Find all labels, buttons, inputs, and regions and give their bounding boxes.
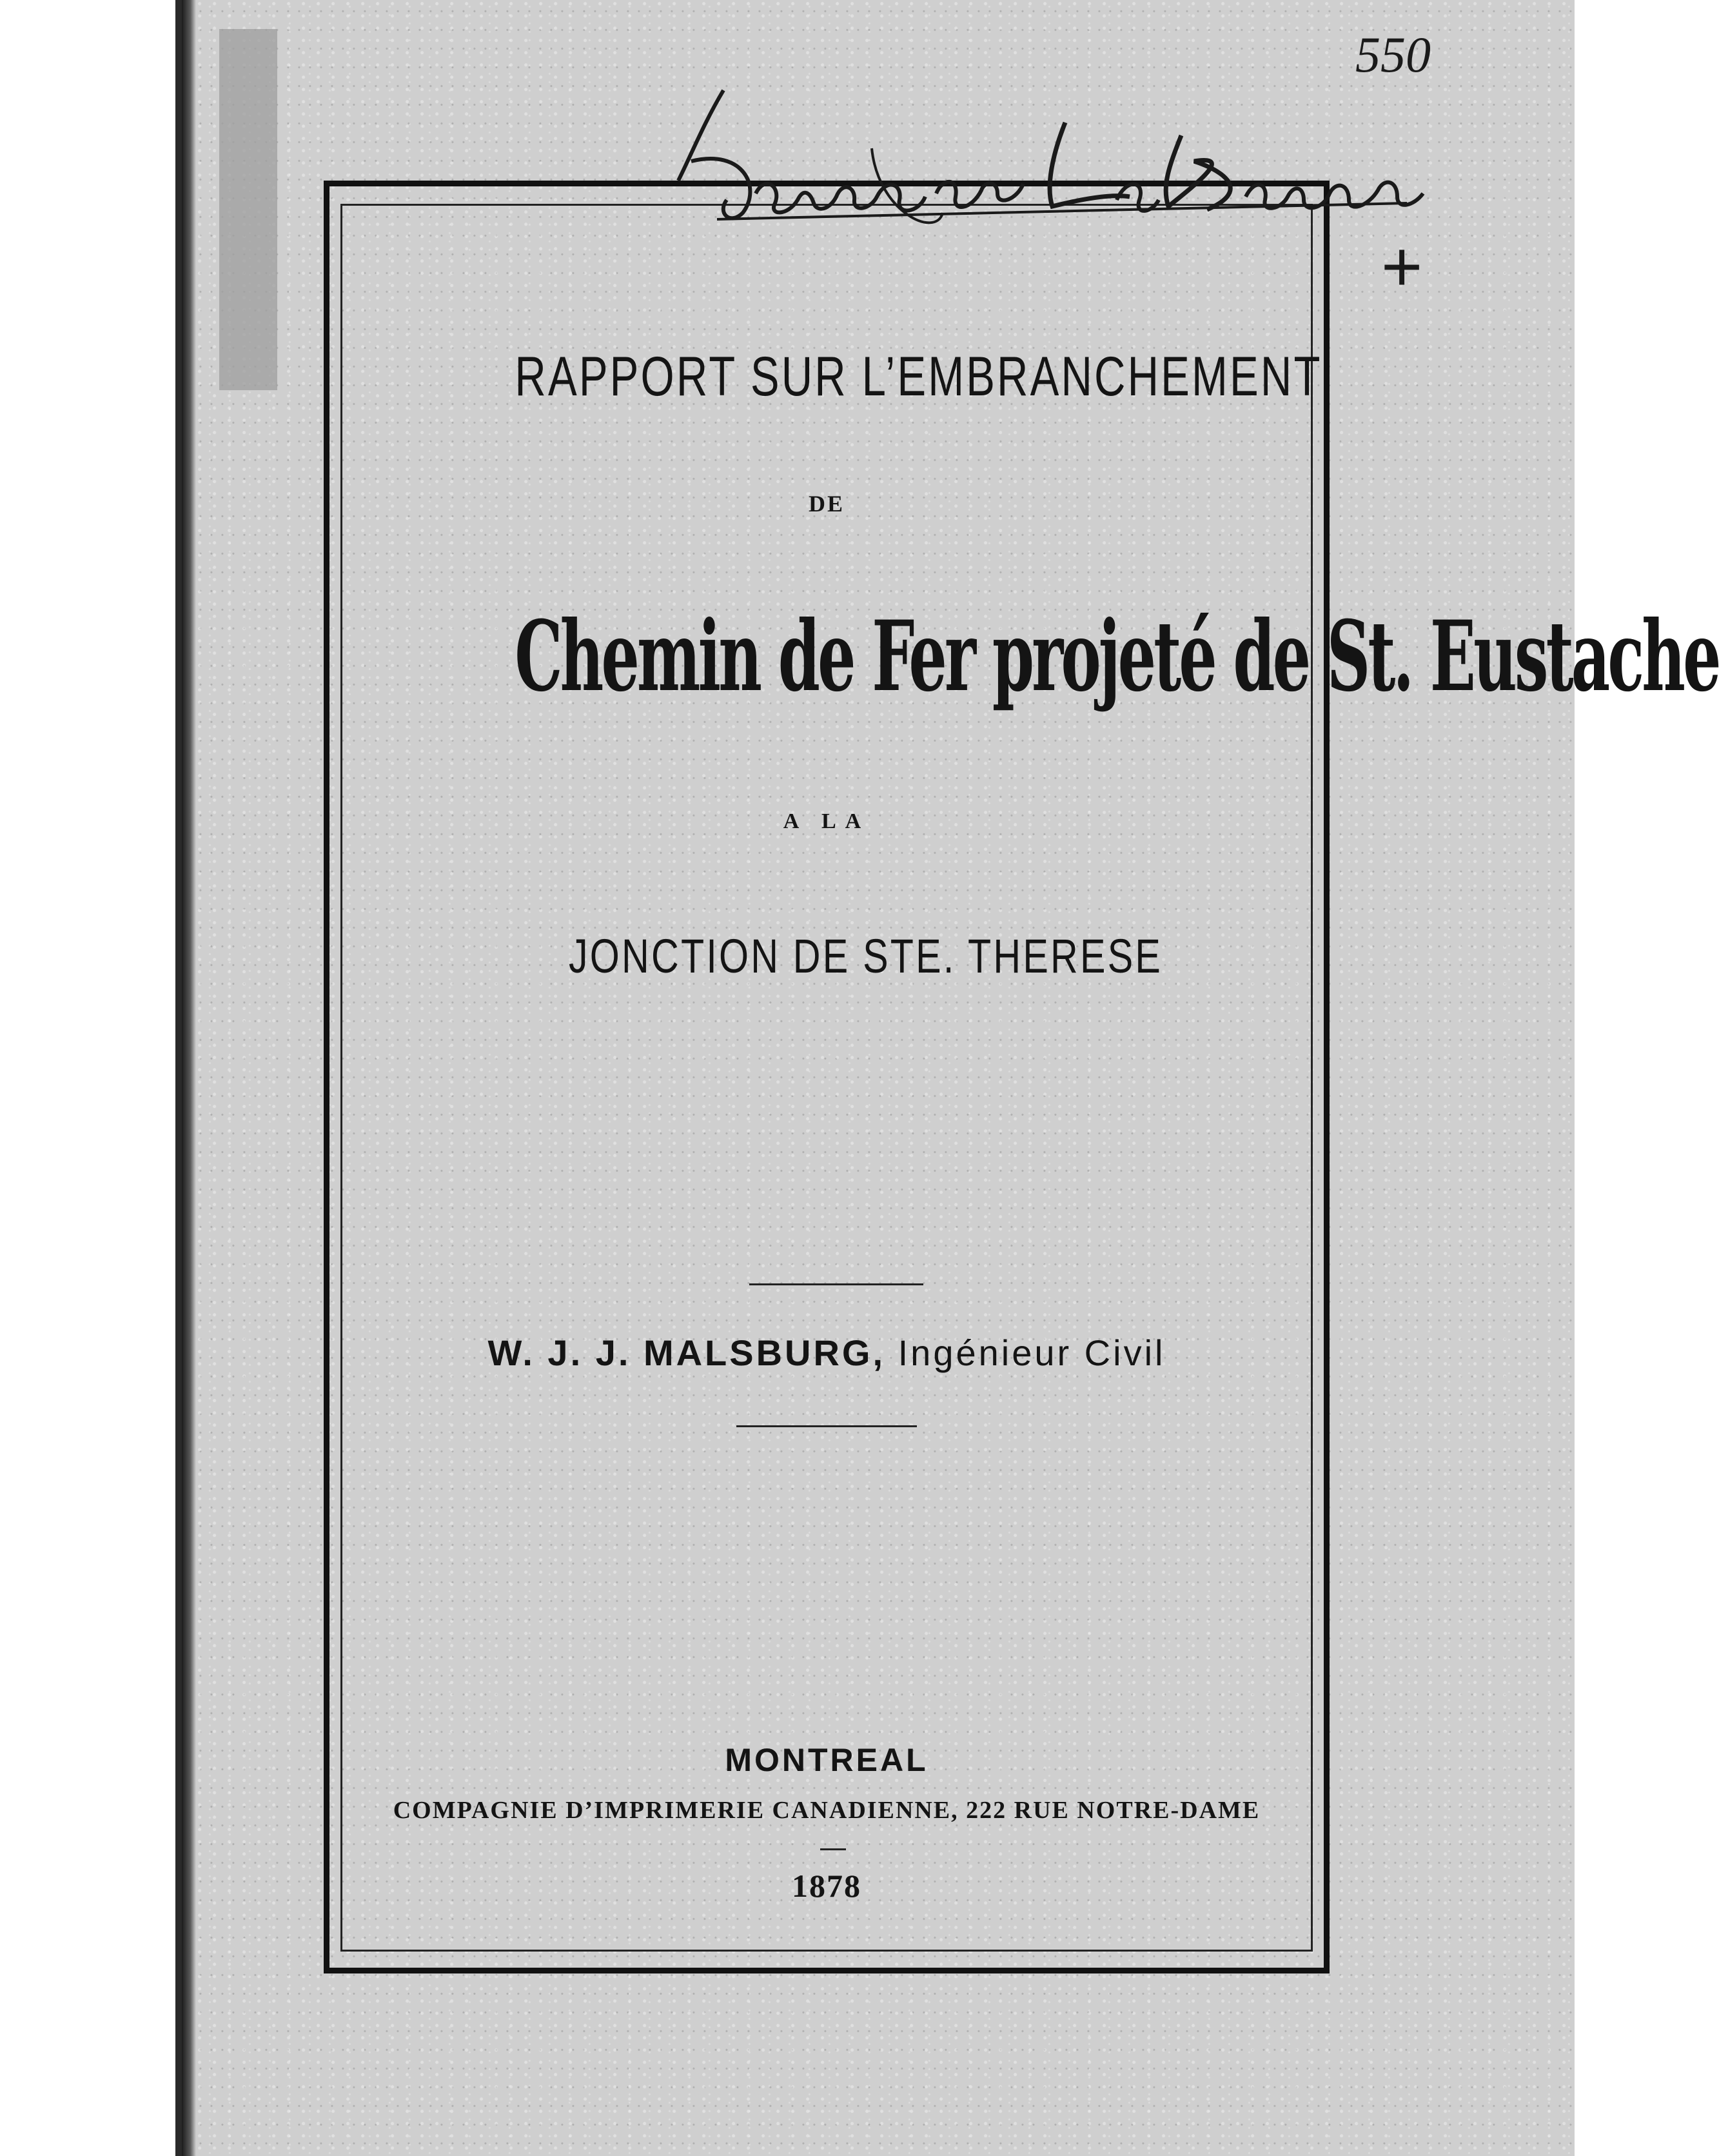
title-line-1: RAPPORT SUR L’EMBRANCHEMENT	[515, 346, 1322, 408]
publisher-line: COMPAGNIE D’IMPRIMERIE CANADIENNE, 222 RUE NOTRE-DAME	[393, 1797, 1261, 1824]
author-title: Ingénieur Civil	[898, 1332, 1166, 1373]
binding-tape	[219, 29, 277, 390]
page-spine-shadow	[182, 0, 196, 2156]
author-line	[375, 1332, 1278, 1374]
divider-rule-lower	[736, 1425, 917, 1427]
title-page	[175, 0, 1719, 2156]
connector-de: DE	[808, 491, 845, 517]
main-title: Chemin de Fer projeté de St. Eustache	[515, 600, 1719, 713]
publication-city: MONTREAL	[725, 1742, 928, 1778]
divider-rule-year	[820, 1848, 846, 1850]
author-name: W. J. J. MALSBURG,	[487, 1332, 886, 1373]
inner-border-frame	[340, 204, 1719, 1952]
handwritten-signature	[665, 84, 1633, 264]
title-line-2: JONCTION DE STE. THERESE	[569, 929, 1163, 983]
cross-mark: +	[1381, 227, 1423, 306]
publication-year: 1878	[792, 1868, 861, 1904]
divider-rule-upper	[749, 1283, 923, 1285]
shelf-mark: 550	[1355, 26, 1431, 83]
connector-a-la: A LA	[783, 809, 870, 833]
